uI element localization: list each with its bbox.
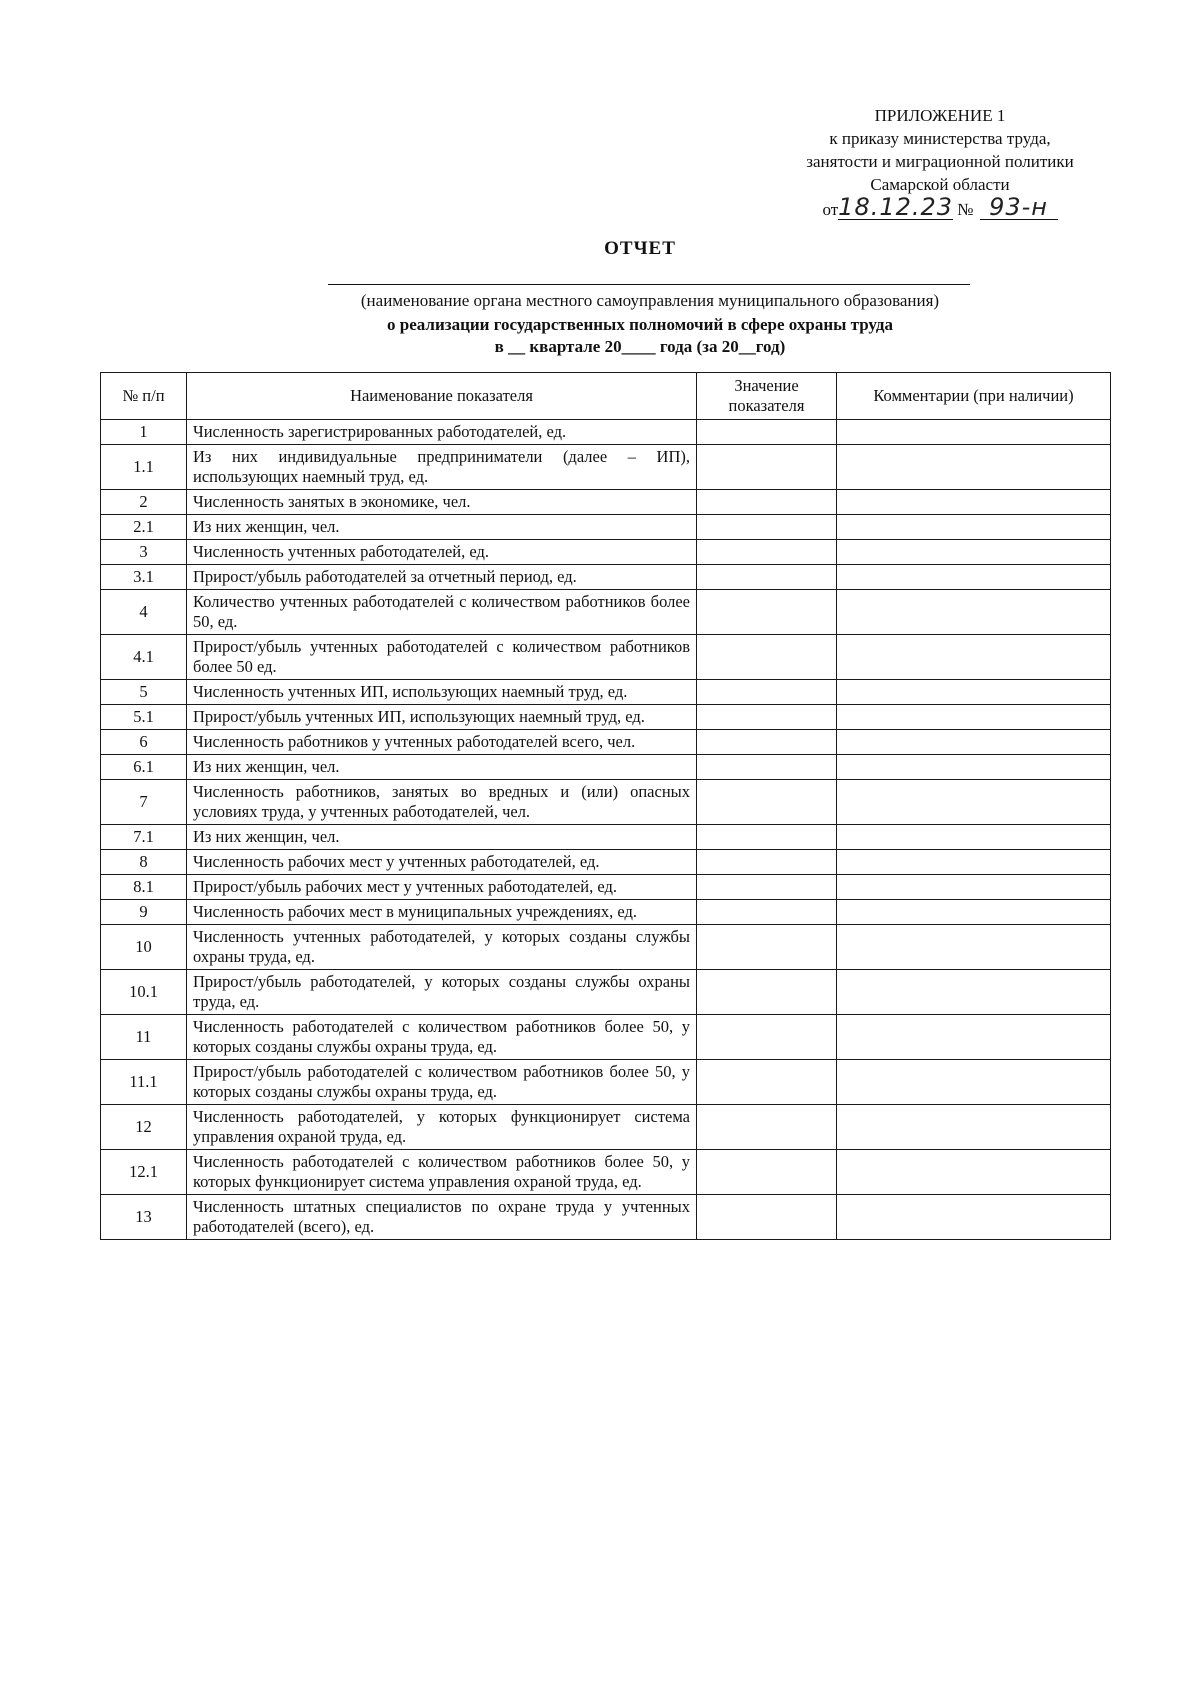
row-indicator-name: Из них женщин, чел. <box>187 755 697 780</box>
row-number: 1.1 <box>101 445 187 490</box>
row-indicator-name: Численность зарегистрированных работодателей, ед. <box>187 420 697 445</box>
row-indicator-name: Прирост/убыль работодателей с количеством работников более 50, у которых созданы службы охраны труда, ед. <box>187 1060 697 1105</box>
row-comment-cell <box>837 900 1111 925</box>
table-row <box>101 1105 1111 1150</box>
report-title: ОТЧЕТ <box>604 238 676 259</box>
row-indicator-name: Численность рабочих мест в муниципальных учреждениях, ед. <box>187 900 697 925</box>
row-value-cell <box>697 445 837 490</box>
row-value-cell <box>697 590 837 635</box>
table-row <box>101 1015 1111 1060</box>
row-value-cell <box>697 850 837 875</box>
table-row <box>101 850 1111 875</box>
row-number: 4.1 <box>101 635 187 680</box>
row-value-cell <box>697 565 837 590</box>
row-number: 4 <box>101 590 187 635</box>
row-indicator-name: Численность работодателей, у которых функционирует система управления охраной труда, ед. <box>187 1105 697 1150</box>
table-row <box>101 590 1111 635</box>
row-indicator-name: Прирост/убыль учтенных ИП, использующих наемный труд, ед. <box>187 705 697 730</box>
header-number: № п/п <box>101 373 187 420</box>
table-row <box>101 875 1111 900</box>
table-row <box>101 680 1111 705</box>
row-number: 5.1 <box>101 705 187 730</box>
table-row <box>101 445 1111 490</box>
row-comment-cell <box>837 730 1111 755</box>
row-value-cell <box>697 825 837 850</box>
row-number: 8.1 <box>101 875 187 900</box>
row-comment-cell <box>837 420 1111 445</box>
row-number: 12.1 <box>101 1150 187 1195</box>
header-comments: Комментарии (при наличии) <box>837 373 1111 420</box>
row-number: 5 <box>101 680 187 705</box>
row-value-cell <box>697 780 837 825</box>
row-value-cell <box>697 1015 837 1060</box>
row-indicator-name: Из них женщин, чел. <box>187 515 697 540</box>
header-indicator-value: Значение показателя <box>697 373 837 420</box>
row-indicator-name: Численность работников, занятых во вредных и (или) опасных условиях труда, у учтенных работодателей, чел. <box>187 780 697 825</box>
table-row <box>101 900 1111 925</box>
row-comment-cell <box>837 970 1111 1015</box>
table-row <box>101 635 1111 680</box>
table-row <box>101 515 1111 540</box>
table-row <box>101 755 1111 780</box>
table-row <box>101 780 1111 825</box>
row-value-cell <box>697 635 837 680</box>
row-indicator-name: Прирост/убыль рабочих мест у учтенных работодателей, ед. <box>187 875 697 900</box>
row-comment-cell <box>837 1195 1111 1240</box>
row-number: 7 <box>101 780 187 825</box>
row-comment-cell <box>837 755 1111 780</box>
row-indicator-name: Прирост/убыль работодателей за отчетный период, ед. <box>187 565 697 590</box>
row-number: 10.1 <box>101 970 187 1015</box>
row-number: 10 <box>101 925 187 970</box>
table-row <box>101 970 1111 1015</box>
row-comment-cell <box>837 705 1111 730</box>
row-number: 6.1 <box>101 755 187 780</box>
row-value-cell <box>697 970 837 1015</box>
row-value-cell <box>697 540 837 565</box>
row-comment-cell <box>837 445 1111 490</box>
table-row <box>101 565 1111 590</box>
indicators-table <box>100 372 1111 1240</box>
table-row <box>101 730 1111 755</box>
table-row <box>101 825 1111 850</box>
row-comment-cell <box>837 1060 1111 1105</box>
row-comment-cell <box>837 850 1111 875</box>
row-indicator-name: Численность учтенных ИП, использующих наемный труд, ед. <box>187 680 697 705</box>
row-number: 3 <box>101 540 187 565</box>
row-comment-cell <box>837 515 1111 540</box>
row-value-cell <box>697 515 837 540</box>
row-indicator-name: Прирост/убыль учтенных работодателей с количеством работников более 50 ед. <box>187 635 697 680</box>
report-period: в __ квартале 20____ года (за 20__год) <box>494 337 786 356</box>
number-prefix: № <box>957 200 974 219</box>
row-indicator-name: Из них женщин, чел. <box>187 825 697 850</box>
date-prefix: от <box>822 200 839 219</box>
row-number: 6 <box>101 730 187 755</box>
row-comment-cell <box>837 1150 1111 1195</box>
row-comment-cell <box>837 680 1111 705</box>
row-value-cell <box>697 1060 837 1105</box>
row-value-cell <box>697 490 837 515</box>
row-comment-cell <box>837 1105 1111 1150</box>
appendix-line-2: занятости и миграционной политики <box>806 152 1074 171</box>
row-number: 11 <box>101 1015 187 1060</box>
row-comment-cell <box>837 1015 1111 1060</box>
table-row <box>101 420 1111 445</box>
row-indicator-name: Численность работодателей с количеством работников более 50, у которых созданы службы охраны труда, ед. <box>187 1015 697 1060</box>
row-value-cell <box>697 755 837 780</box>
row-number: 3.1 <box>101 565 187 590</box>
row-indicator-name: Численность учтенных работодателей, ед. <box>187 540 697 565</box>
appendix-line-3: Самарской области <box>870 175 1010 194</box>
row-number: 7.1 <box>101 825 187 850</box>
row-value-cell <box>697 1105 837 1150</box>
row-number: 9 <box>101 900 187 925</box>
row-indicator-name: Из них индивидуальные предприниматели (далее – ИП), использующих наемный труд, ед. <box>187 445 697 490</box>
row-value-cell <box>697 730 837 755</box>
appendix-line-1: к приказу министерства труда, <box>829 129 1051 148</box>
row-comment-cell <box>837 825 1111 850</box>
row-comment-cell <box>837 635 1111 680</box>
row-number: 12 <box>101 1105 187 1150</box>
row-number: 1 <box>101 420 187 445</box>
row-value-cell <box>697 680 837 705</box>
row-value-cell <box>697 705 837 730</box>
table-body <box>101 420 1111 1240</box>
order-date-number <box>740 193 1140 221</box>
row-number: 8 <box>101 850 187 875</box>
row-indicator-name: Численность рабочих мест у учтенных работодателей, ед. <box>187 850 697 875</box>
row-number: 2.1 <box>101 515 187 540</box>
row-number: 13 <box>101 1195 187 1240</box>
row-comment-cell <box>837 565 1111 590</box>
row-indicator-name: Численность работников у учтенных работодателей всего, чел. <box>187 730 697 755</box>
row-comment-cell <box>837 780 1111 825</box>
row-value-cell <box>697 1150 837 1195</box>
row-indicator-name: Численность учтенных работодателей, у которых созданы службы охраны труда, ед. <box>187 925 697 970</box>
row-indicator-name: Численность работодателей с количеством работников более 50, у которых функционирует система управления охраной труда, ед. <box>187 1150 697 1195</box>
row-comment-cell <box>837 540 1111 565</box>
table-row <box>101 1195 1111 1240</box>
row-comment-cell <box>837 925 1111 970</box>
name-caption: (наименование органа местного самоуправления муниципального образования) <box>360 291 940 310</box>
row-value-cell <box>697 875 837 900</box>
row-indicator-name: Количество учтенных работодателей с количеством работников более 50, ед. <box>187 590 697 635</box>
table-header-row <box>101 373 1111 420</box>
table-row <box>101 705 1111 730</box>
row-value-cell <box>697 925 837 970</box>
row-indicator-name: Прирост/убыль работодателей, у которых созданы службы охраны труда, ед. <box>187 970 697 1015</box>
row-number: 11.1 <box>101 1060 187 1105</box>
appendix-title: ПРИЛОЖЕНИЕ 1 <box>874 106 1006 125</box>
handwritten-date: 18.12.23 <box>838 193 954 221</box>
appendix-block <box>740 104 1140 221</box>
table-row <box>101 1060 1111 1105</box>
row-number: 2 <box>101 490 187 515</box>
row-indicator-name: Численность штатных специалистов по охране труда у учтенных работодателей (всего), ед. <box>187 1195 697 1240</box>
header-indicator-name: Наименование показателя <box>187 373 697 420</box>
table-row <box>101 1150 1111 1195</box>
table-row <box>101 925 1111 970</box>
report-subtitle: о реализации государственных полномочий в сфере охраны труда <box>387 315 893 334</box>
handwritten-number: 93-н <box>980 196 1058 220</box>
row-value-cell <box>697 1195 837 1240</box>
blank-name-line <box>328 284 970 285</box>
row-value-cell <box>697 420 837 445</box>
table-row <box>101 490 1111 515</box>
row-comment-cell <box>837 490 1111 515</box>
row-value-cell <box>697 900 837 925</box>
row-indicator-name: Численность занятых в экономике, чел. <box>187 490 697 515</box>
row-comment-cell <box>837 875 1111 900</box>
table-row <box>101 540 1111 565</box>
row-comment-cell <box>837 590 1111 635</box>
